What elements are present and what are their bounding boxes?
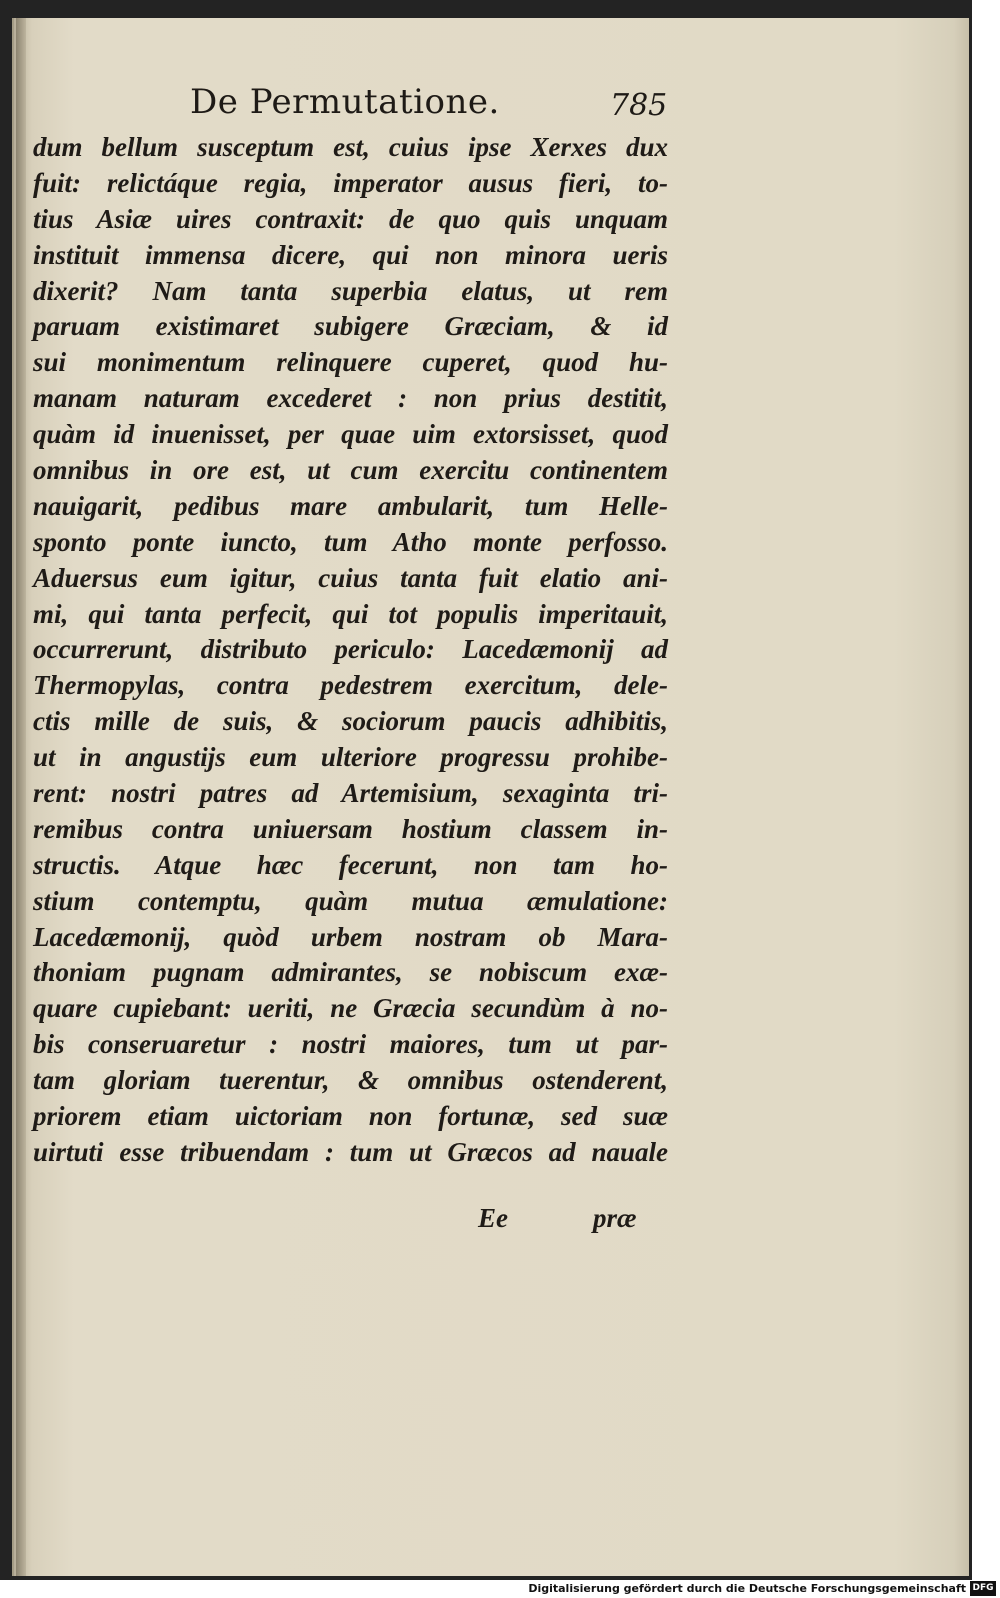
digitization-credit: Digitalisierung gefördert durch die Deutsche Forschungsgemeinschaft	[528, 1582, 966, 1595]
text-line: paruam existimaret subigere Græciam, & id	[33, 311, 668, 342]
text-line: thoniam pugnam admirantes, se nobiscum exæ-	[33, 957, 668, 988]
text-line: manam naturam excederet : non prius destitit,	[33, 383, 668, 414]
page-number: 785	[610, 88, 668, 123]
text-line: tam gloriam tuerentur, & omnibus ostenderent,	[33, 1065, 668, 1096]
text-line: remibus contra uniuersam hostium classem in-	[33, 813, 668, 844]
text-line: fuit: relictáque regia, imperator ausus fieri, to-	[33, 167, 668, 198]
text-line: Thermopylas, contra pedestrem exercitum, dele-	[33, 670, 668, 701]
text-line: ut in angustijs eum ulteriore progressu prohibe-	[33, 742, 668, 773]
text-line: tius Asiæ uires contraxit: de quo quis unquam	[33, 203, 668, 234]
text-line: nauigarit, pedibus mare ambularit, tum Helle-	[33, 490, 668, 521]
running-head: De Permutatione.	[190, 82, 500, 122]
text-line: Lacedæmonij, quòd urbem nostram ob Mara-	[33, 921, 668, 952]
text-line: priorem etiam uictoriam non fortunæ, sed suæ	[33, 1101, 668, 1132]
text-line: mi, qui tanta perfecit, qui tot populis imperitauit,	[33, 598, 668, 629]
text-line: uirtuti esse tribuendam : tum ut Græcos ad nauale	[33, 1136, 668, 1167]
text-line: occurrerunt, distributo periculo: Lacedæmonij ad	[33, 634, 668, 665]
text-line: instituit immensa dicere, qui non minora ueris	[33, 239, 668, 270]
text-line: omnibus in ore est, ut cum exercitu continentem	[33, 455, 668, 486]
text-line: dum bellum susceptum est, cuius ipse Xerxes dux	[33, 132, 668, 162]
text-line: stium contemptu, quàm mutua æmulatione:	[33, 885, 668, 916]
text-line: dixerit? Nam tanta superbia elatus, ut rem	[33, 275, 668, 306]
text-line: rent: nostri patres ad Artemisium, sexaginta tri-	[33, 778, 668, 809]
text-line: sui monimentum relinquere cuperet, quod hu-	[33, 347, 668, 378]
catchword: præ	[593, 1203, 637, 1233]
dfg-logo-badge: DFG	[970, 1581, 996, 1596]
text-line: Aduersus eum igitur, cuius tanta fuit elatio ani-	[33, 562, 668, 593]
text-line: sponto ponte iuncto, tum Atho monte perfosso.	[33, 526, 668, 557]
text-line: structis. Atque hæc fecerunt, non tam ho-	[33, 849, 668, 880]
text-line: quàm id inuenisset, per quae uim extorsisset, quod	[33, 419, 668, 450]
signature-mark: Ee	[478, 1203, 508, 1233]
body-text	[33, 130, 668, 1171]
text-line: quare cupiebant: ueriti, ne Græcia secundùm à no-	[33, 993, 668, 1024]
text-line: ctis mille de suis, & sociorum paucis adhibitis,	[33, 706, 668, 737]
page-gutter	[16, 18, 26, 1576]
text-line: bis conseruaretur : nostri maiores, tum ut par-	[33, 1029, 668, 1060]
